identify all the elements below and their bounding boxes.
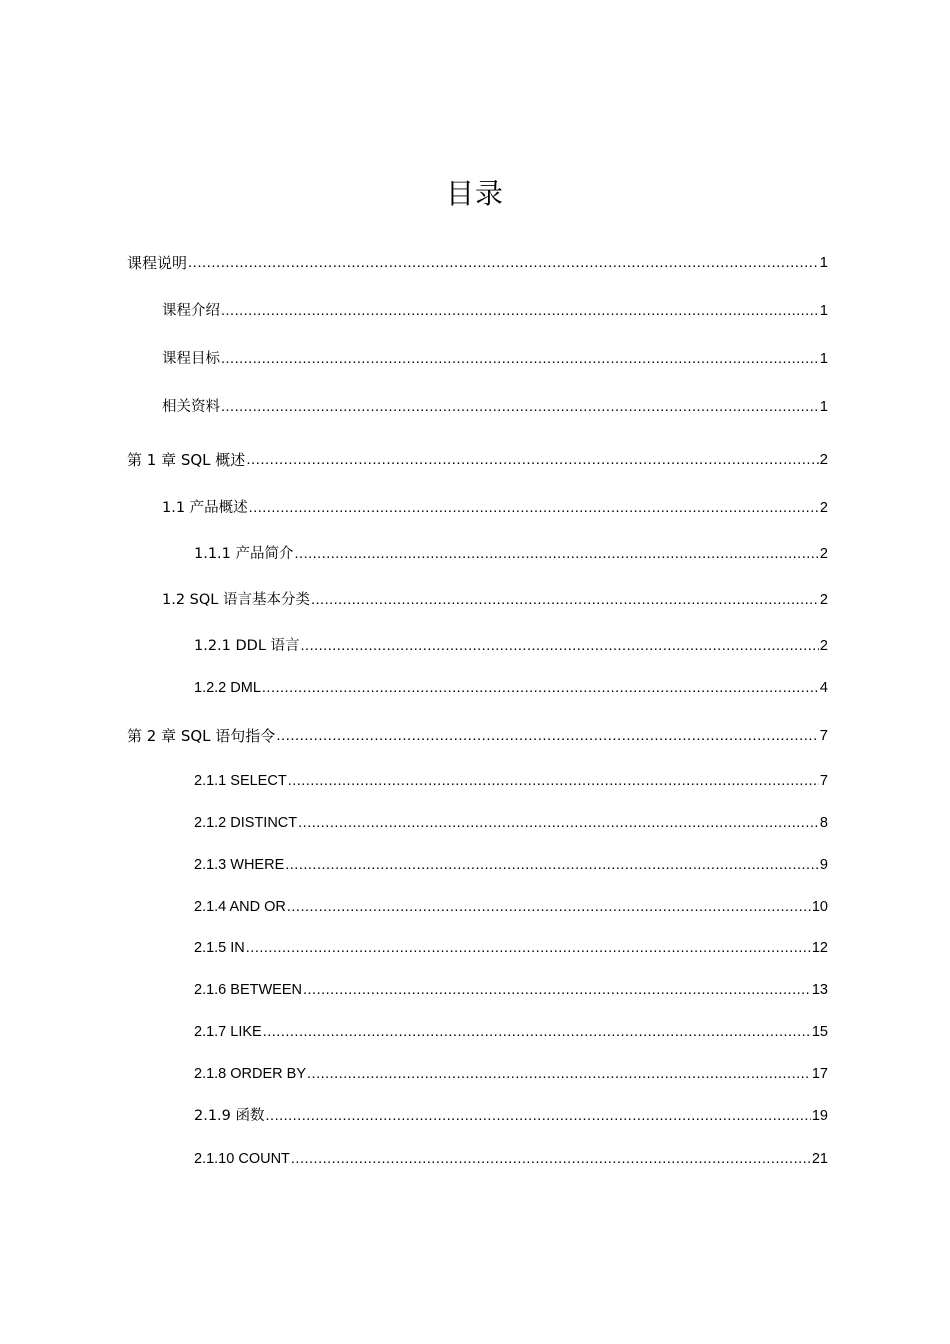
toc-entry-2-1-3[interactable]	[194, 854, 828, 876]
toc-page-number: 17	[811, 1066, 828, 1082]
toc-entry-label: 2.1.2 DISTINCT	[194, 815, 298, 831]
toc-page-number: 1	[819, 351, 828, 367]
toc-page-number: 10	[811, 899, 828, 915]
toc-page-number: 2	[819, 638, 828, 654]
toc-page-number: 19	[811, 1108, 828, 1124]
toc-page-number: 21	[811, 1151, 828, 1167]
toc-entry-1-1[interactable]	[162, 497, 828, 519]
toc-page-number: 12	[811, 940, 828, 956]
toc-page-number: 1	[819, 303, 828, 319]
toc-entry-label: 第 2 章 SQL 语句指令	[127, 727, 276, 745]
toc-entry-label: 第 1 章 SQL 概述	[127, 451, 246, 469]
toc-entry-label: 1.1 产品概述	[162, 500, 248, 516]
toc-dot-leader	[295, 543, 819, 565]
toc-page-number: 2	[819, 546, 828, 562]
toc-entry-label: 课程目标	[162, 351, 220, 367]
toc-entry-label: 2.1.7 LIKE	[194, 1024, 262, 1040]
toc-entry-label: 课程介绍	[162, 303, 220, 319]
toc-entry-2-1-10[interactable]	[194, 1148, 828, 1170]
toc-page-number: 7	[819, 727, 828, 744]
toc-dot-leader	[266, 1105, 811, 1127]
toc-entry-label: 2.1.8 ORDER BY	[194, 1066, 307, 1082]
toc-dot-leader	[311, 589, 819, 611]
toc-entry-chapter-1[interactable]	[127, 449, 828, 471]
toc-page-number: 4	[819, 680, 828, 696]
toc-entry-2-1-8[interactable]	[194, 1063, 828, 1085]
toc-page-number: 8	[819, 815, 828, 831]
toc-entry-2-1-1[interactable]	[194, 770, 828, 792]
toc-entry-label: 2.1.10 COUNT	[194, 1151, 290, 1167]
toc-entry-2-1-7[interactable]	[194, 1021, 828, 1043]
toc-entry-2-1-5[interactable]	[194, 937, 828, 959]
toc-entry-2-1-9[interactable]	[194, 1105, 828, 1127]
toc-entry-1-1-1[interactable]	[194, 543, 828, 565]
toc-dot-leader	[246, 937, 811, 959]
toc-entry-label: 2.1.3 WHERE	[194, 857, 285, 873]
toc-entry-label: 2.1.5 IN	[194, 940, 245, 956]
toc-dot-leader	[287, 896, 811, 918]
toc-dot-leader	[262, 677, 819, 699]
toc-page-number: 1	[819, 254, 828, 271]
toc-entry-label: 1.1.1 产品简介	[194, 546, 294, 562]
toc-dot-leader	[188, 252, 819, 274]
toc-dot-leader	[221, 348, 819, 370]
toc-entry-2-1-4[interactable]	[194, 896, 828, 918]
toc-dot-leader	[288, 770, 819, 792]
toc-entry-label: 相关资料	[162, 399, 220, 415]
toc-dot-leader	[303, 979, 811, 1001]
toc-entry-course-intro[interactable]	[162, 300, 828, 322]
toc-dot-leader	[301, 635, 819, 657]
toc-dot-leader	[285, 854, 819, 876]
toc-dot-leader	[276, 725, 818, 747]
toc-page-number: 2	[819, 500, 828, 516]
toc-dot-leader	[246, 449, 818, 471]
toc-dot-leader	[221, 300, 819, 322]
toc-entry-2-1-2[interactable]	[194, 812, 828, 834]
toc-dot-leader	[298, 812, 819, 834]
toc-entry-1-2[interactable]	[162, 589, 828, 611]
toc-page-number: 1	[819, 399, 828, 415]
toc-entry-label: 2.1.1 SELECT	[194, 773, 287, 789]
toc-entry-chapter-2[interactable]	[127, 725, 828, 747]
toc-entry-related-materials[interactable]	[162, 396, 828, 418]
toc-dot-leader	[291, 1148, 811, 1170]
toc-entry-label: 1.2 SQL 语言基本分类	[162, 592, 310, 608]
toc-entry-course-goals[interactable]	[162, 348, 828, 370]
toc-page-number: 2	[819, 592, 828, 608]
toc-page-number: 7	[819, 773, 828, 789]
toc-entry-1-2-1[interactable]	[194, 635, 828, 657]
toc-page-number: 2	[819, 451, 828, 468]
toc-entry-course-description[interactable]	[127, 252, 828, 274]
toc-page-number: 13	[811, 982, 828, 998]
toc-title: 目录	[445, 177, 504, 210]
toc-entry-label: 1.2.2 DML	[194, 680, 261, 696]
toc-entry-1-2-2[interactable]	[194, 677, 828, 699]
toc-dot-leader	[307, 1063, 811, 1085]
toc-dot-leader	[221, 396, 819, 418]
toc-dot-leader	[263, 1021, 811, 1043]
toc-entry-label: 课程说明	[127, 254, 188, 272]
toc-entry-2-1-6[interactable]	[194, 979, 828, 1001]
toc-entry-label: 2.1.6 BETWEEN	[194, 982, 302, 998]
toc-entry-label: 2.1.4 AND OR	[194, 899, 286, 915]
toc-page-number: 9	[819, 857, 828, 873]
toc-page-number: 15	[811, 1024, 828, 1040]
toc-entry-label: 2.1.9 函数	[194, 1108, 265, 1124]
toc-dot-leader	[249, 497, 819, 519]
toc-entry-label: 1.2.1 DDL 语言	[194, 638, 300, 654]
